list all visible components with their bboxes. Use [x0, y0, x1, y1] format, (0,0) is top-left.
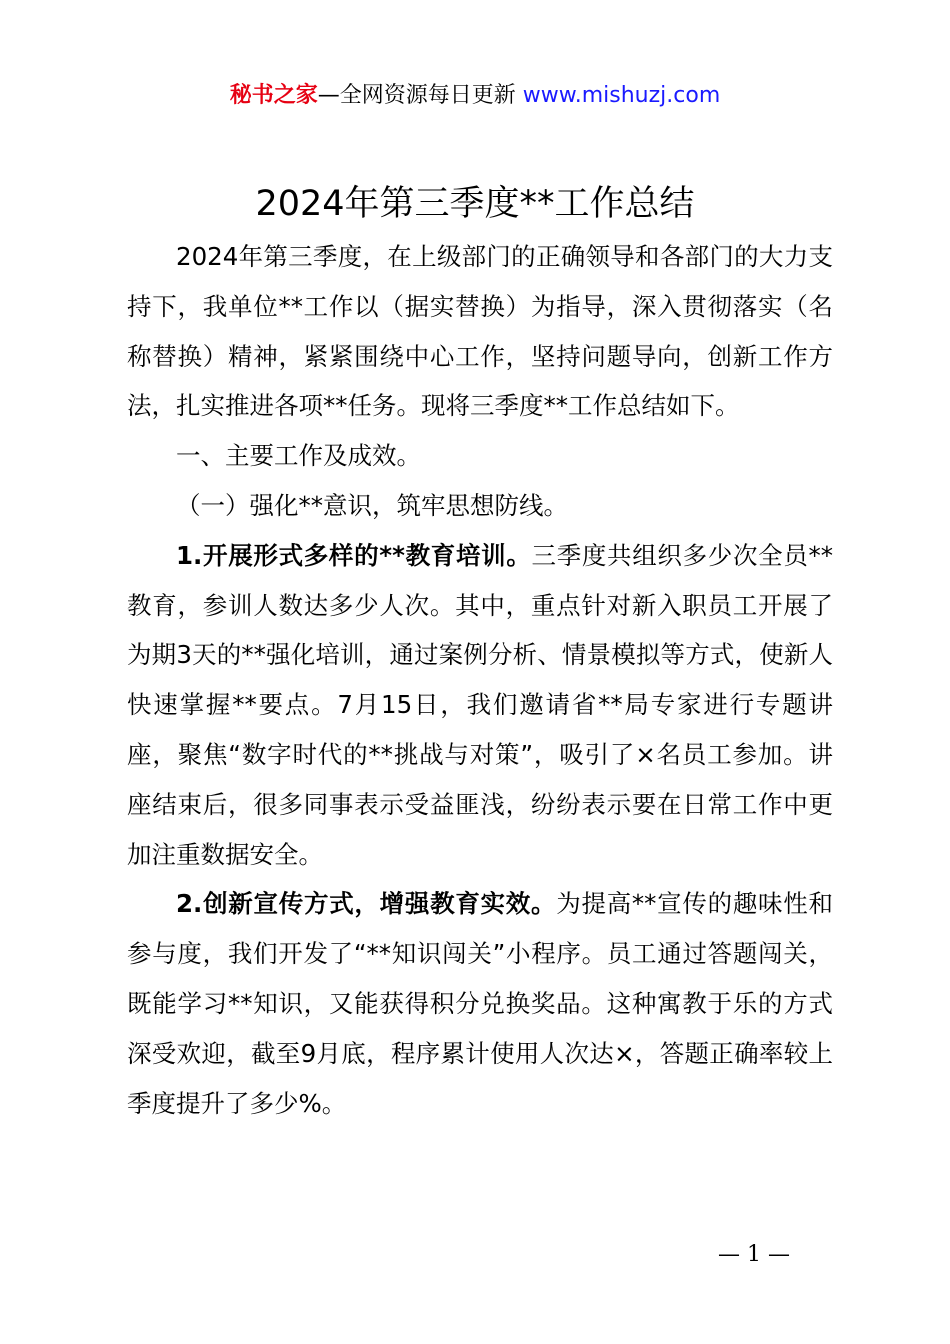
document-body [127, 232, 833, 1128]
item-text-1: 三季度共组织多少次全员**教育，参训人数达多少人次。其中，重点针对新入职员工开展了为期3天的**强化培训，通过案例分析、情景模拟等方式，使新人快速掌握**要点。7月15日，我们邀请省**局专家进行专题讲座，聚焦“数字时代的**挑战与对策”，吸引了×名员工参加。讲座结束后，很多同事表示受益匪浅，纷纷表示要在日常工作中更加注重数据安全。 [127, 540, 834, 869]
site-header [0, 80, 950, 112]
page-number: — 1 — [718, 1242, 790, 1267]
site-url[interactable]: www.mishuzj.com [522, 83, 721, 108]
item-heading-1: 1.开展形式多样的**教育培训。 [176, 540, 532, 570]
item-heading-2: 2.创新宣传方式，增强教育实效。 [176, 889, 557, 919]
intro-paragraph: 2024年第三季度，在上级部门的正确领导和各部门的大力支持下，我单位**工作以（据实替换）为指导，深入贯彻落实（名称替换）精神，紧紧围绕中心工作，坚持问题导向，创新工作方法，扎实推进各项**任务。现将三季度**工作总结如下。 [127, 242, 833, 421]
document-title: 2024年第三季度**工作总结 [255, 184, 695, 224]
subsection-heading: （一）强化**意识，筑牢思想防线。 [176, 490, 568, 520]
item-paragraph-1 [127, 531, 833, 880]
item-text-2: 为提高**宣传的趣味性和参与度，我们开发了“**知识闯关”小程序。员工通过答题闯关，既能学习**知识，又能获得积分兑换奖品。这种寓教于乐的方式深受欢迎，截至9月底，程序累计使用人次达×，答题正确率较上季度提升了多少%。 [127, 889, 834, 1118]
brand-name: 秘书之家 [229, 83, 318, 108]
section-heading: 一、主要工作及成效。 [176, 441, 421, 471]
header-tagline: —全网资源每日更新 [317, 83, 523, 108]
item-paragraph-2 [127, 879, 833, 1128]
